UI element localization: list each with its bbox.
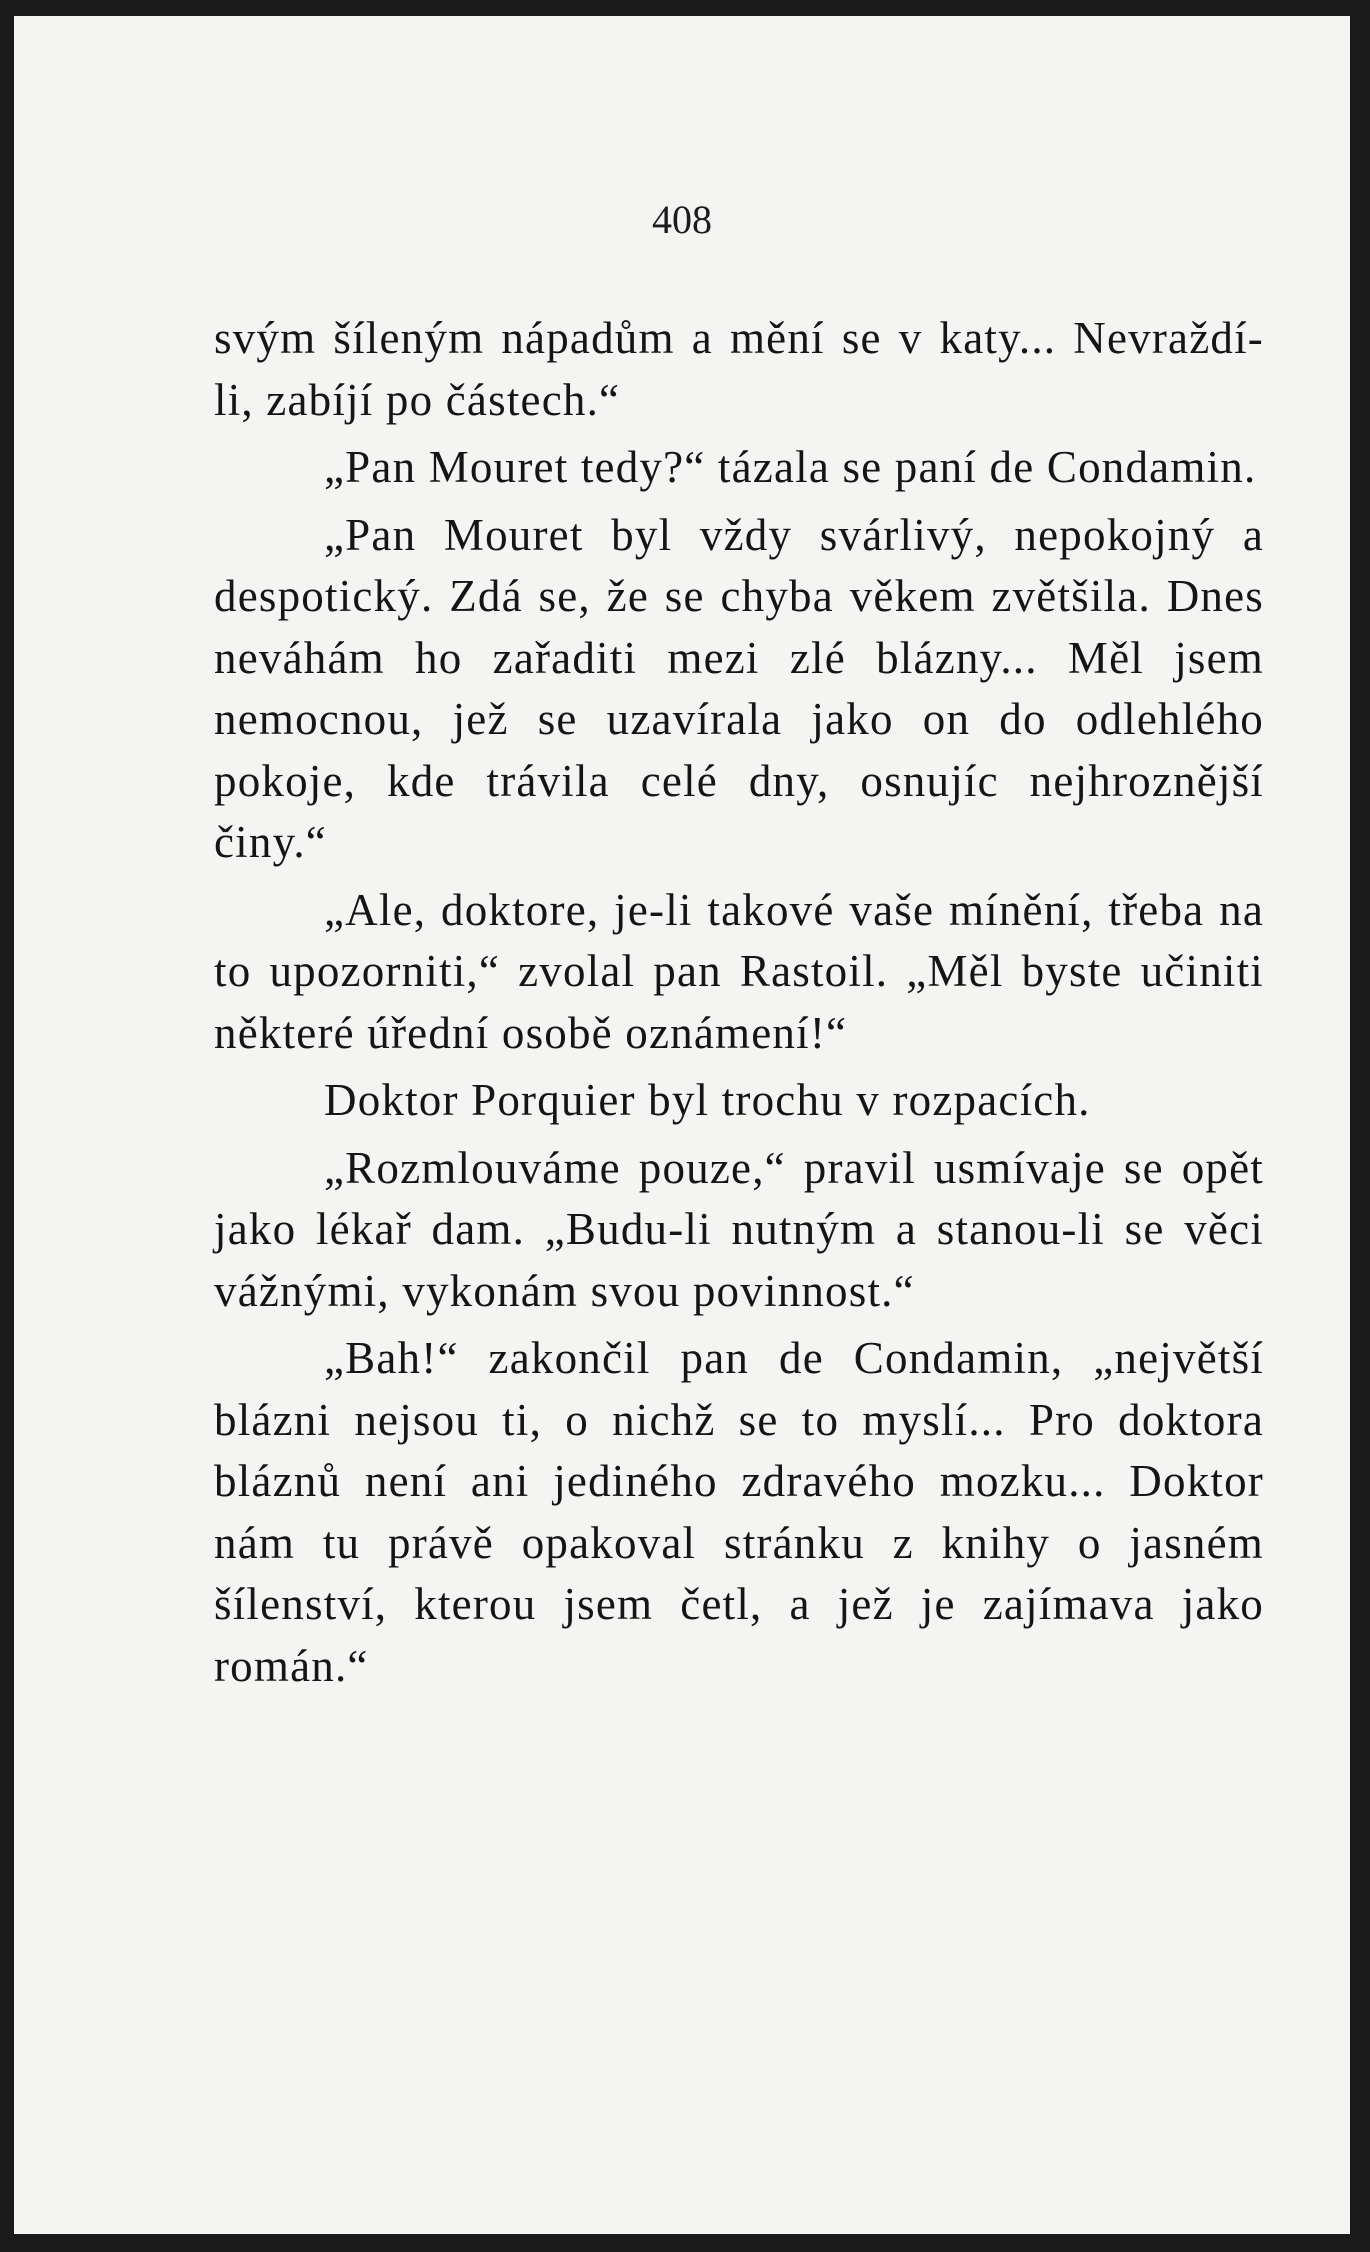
- paragraph-2: „Pan Mouret tedy?“ tázala se paní de Condamin.: [324, 442, 1257, 492]
- paragraph-3: „Pan Mouret byl vždy svárlivý, nepokojný a despotický. Zdá se, že se chyba věkem zvětšila. Dnes neváhám ho zařaditi mezi zlé blázny... Měl jsem nemocnou, jež se uzavírala jako on do odlehlého pokoje, kde trávila celé dny, osnujíc nejhroznější činy.“: [214, 509, 1264, 867]
- paragraph-4: „Ale, doktore, je-li takové vaše mínění, třeba na to upozorniti,“ zvolal pan Rastoil. „Měl byste učiniti některé úřední osobě oznámení!“: [214, 884, 1264, 1058]
- paragraph-6: „Rozmlouváme pouze,“ pravil usmívaje se opět jako lékař dam. „Budu-li nutným a stanou-li se věci vážnými, vykonám svou povinnost.“: [214, 1142, 1264, 1316]
- paragraph-1: svým šíleným nápadům a mění se v katy... Nevraždí-li, zabíjí po částech.“: [214, 313, 1264, 425]
- book-page: [14, 16, 1350, 2234]
- paragraph-7: „Bah!“ zakončil pan de Condamin, „největší blázni nejsou ti, o nichž se to myslí... Pro doktora bláznů není ani jediného zdravého mozku... Doktor nám tu právě opakoval stránku z knihy o jasném šílenství, kterou jsem četl, a jež je zajímava jako román.“: [214, 1333, 1264, 1691]
- page-number: 408: [652, 197, 712, 242]
- paragraph-5: Doktor Porquier byl trochu v rozpacích.: [324, 1075, 1091, 1125]
- page-body-text: [214, 308, 1264, 1697]
